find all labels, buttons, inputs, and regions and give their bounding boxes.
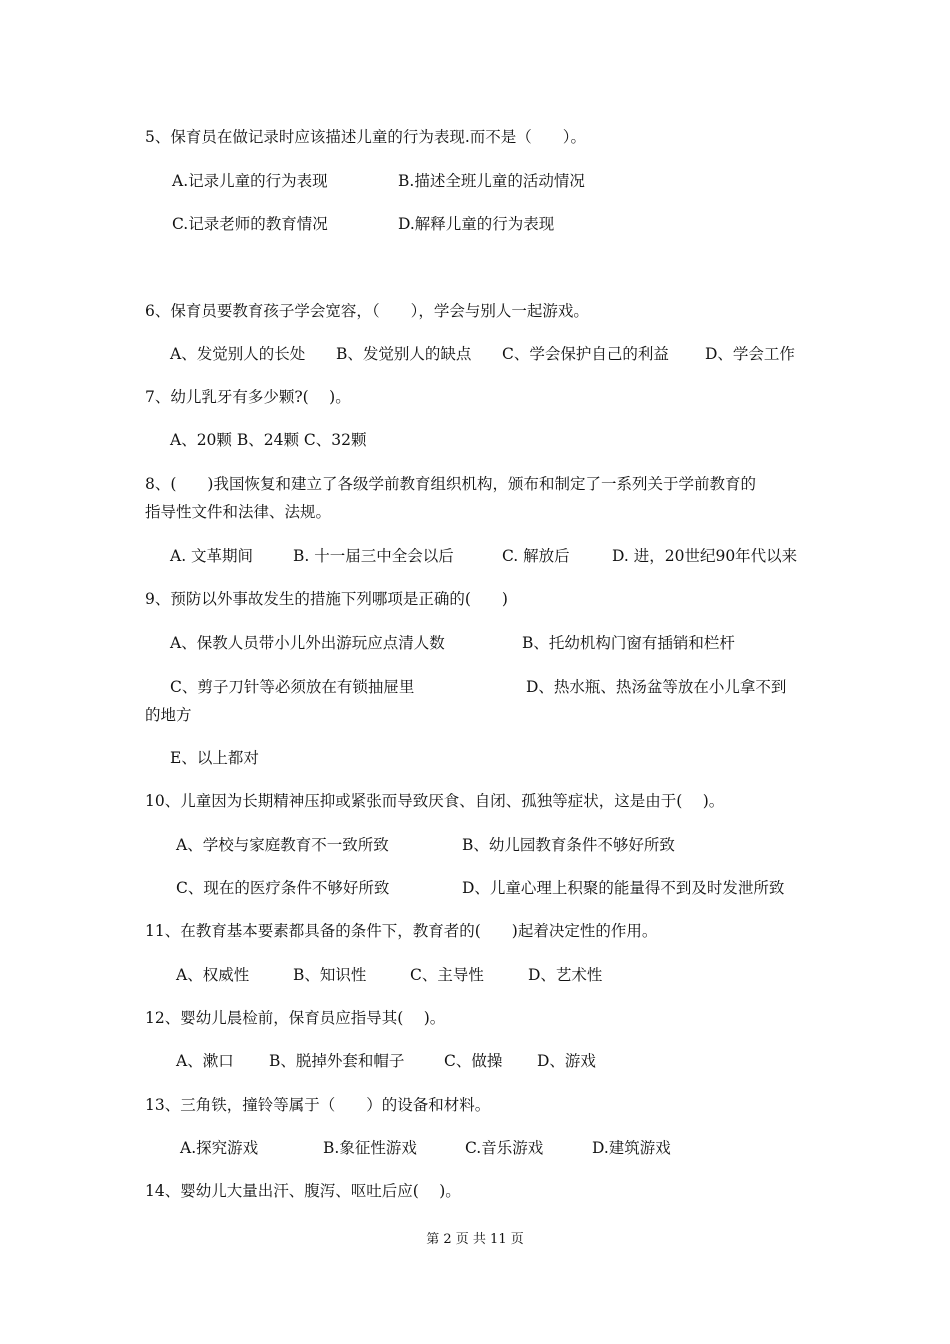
question-9: 9、预防以外事故发生的措施下列哪项是正确的( ) [145,590,508,608]
option-11b: B、知识性 [293,966,367,984]
option-10a: A、学校与家庭教育不一致所致 [176,836,389,854]
option-9d: D、热水瓶、热汤盆等放在小儿拿不到 [526,678,787,696]
option-6d: D、学会工作 [705,345,795,363]
option-11c: C、主导性 [410,966,484,984]
option-10d: D、儿童心理上积聚的能量得不到及时发泄所致 [462,879,785,897]
page-number: 第 2 页 共 11 页 [426,1232,524,1247]
option-6a: A、发觉别人的长处 [170,345,306,363]
option-5b: B.描述全班儿童的活动情况 [398,172,585,190]
option-13a: A.探究游戏 [180,1139,259,1157]
option-13d: D.建筑游戏 [592,1139,671,1157]
question-13: 13、三角铁，撞铃等属于（ ）的设备和材料。 [145,1096,491,1114]
question-11: 11、在教育基本要素都具备的条件下，教育者的( )起着决定性的作用。 [145,922,658,940]
question-8-continued: 指导性文件和法律、法规。 [145,503,332,521]
question-10: 10、儿童因为长期精神压抑或紧张而导致厌食、自闭、孤独等症状，这是由于( )。 [145,792,725,810]
question-14: 14、婴幼儿大量出汗、腹泻、呕吐后应( )。 [145,1182,461,1200]
option-9e: E、以上都对 [170,749,259,767]
question-6: 6、保育员要教育孩子学会宽容，（ ），学会与别人一起游戏。 [145,302,589,320]
option-5d: D.解释儿童的行为表现 [398,215,555,233]
option-8b: B. 十一届三中全会以后 [293,547,454,565]
option-12d: D、游戏 [537,1052,596,1070]
option-8d: D. 进，20世纪90年代以来 [612,547,798,565]
option-8a: A. 文革期间 [170,547,254,565]
option-10b: B、幼儿园教育条件不够好所致 [462,836,675,854]
option-12b: B、脱掉外套和帽子 [269,1052,405,1070]
option-8c: C. 解放后 [502,547,570,565]
option-11d: D、艺术性 [528,966,603,984]
option-9d-continued: 的地方 [145,706,192,724]
option-11a: A、权威性 [176,966,250,984]
option-9c: C、剪子刀针等必须放在有锁抽屉里 [170,678,415,696]
option-6c: C、学会保护自己的利益 [502,345,669,363]
option-12a: A、漱口 [176,1052,234,1070]
option-9b: B、托幼机构门窗有插销和栏杆 [522,634,735,652]
option-7: A、20颗 B、24颗 C、32颗 [170,431,367,449]
option-5c: C.记录老师的教育情况 [172,215,328,233]
question-12: 12、婴幼儿晨检前，保育员应指导其( )。 [145,1009,446,1027]
option-9a: A、保教人员带小儿外出游玩应点清人数 [170,634,445,652]
option-6b: B、发觉别人的缺点 [336,345,472,363]
option-12c: C、做操 [444,1052,503,1070]
option-13c: C.音乐游戏 [465,1139,544,1157]
option-13b: B.象征性游戏 [323,1139,417,1157]
option-10c: C、现在的医疗条件不够好所致 [176,879,390,897]
option-5a: A.记录儿童的行为表现 [172,172,328,190]
question-7: 7、幼儿乳牙有多少颗?( )。 [145,388,351,406]
question-8: 8、( )我国恢复和建立了各级学前教育组织机构，颁布和制定了一系列关于学前教育的 [145,475,756,493]
question-5: 5、保育员在做记录时应该描述儿童的行为表现.而不是（ ）。 [145,128,587,146]
